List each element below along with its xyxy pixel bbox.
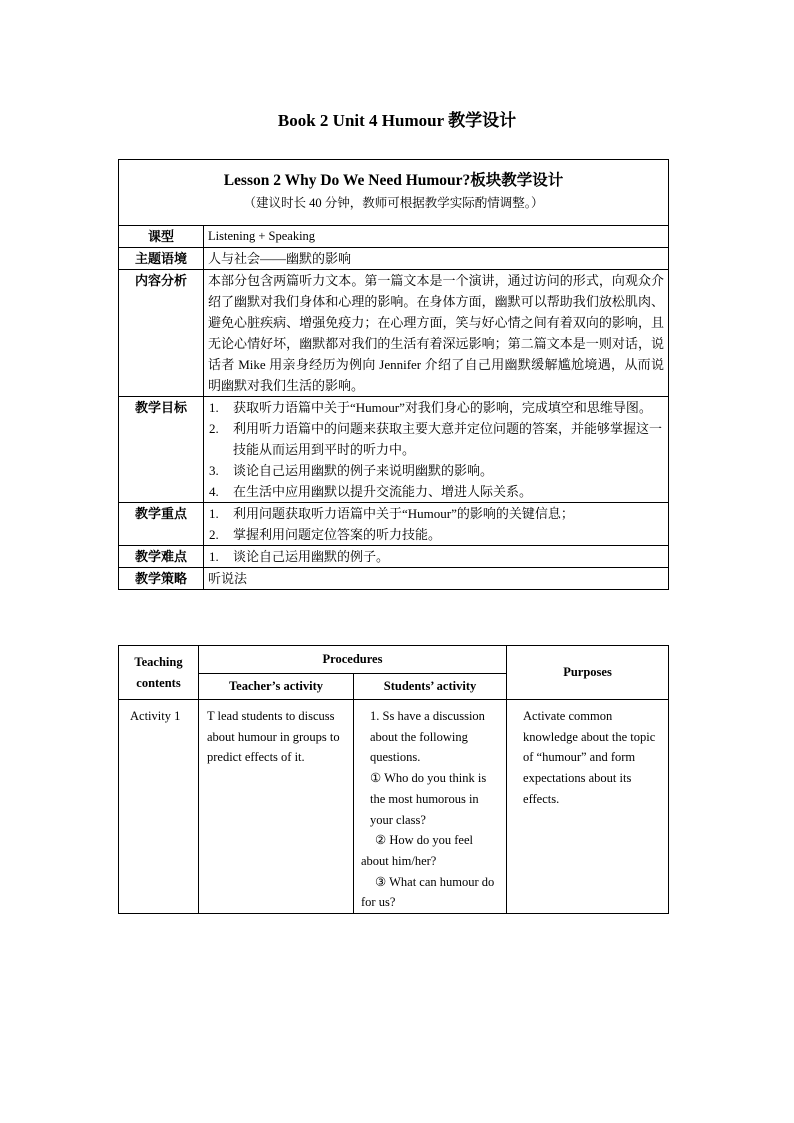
goal-number: 2.	[209, 421, 219, 436]
theme-value: 人与社会——幽默的影响	[204, 248, 669, 270]
difficult-point-number: 1.	[209, 549, 219, 564]
strategy-value: 听说法	[204, 568, 669, 590]
key-point-text: 掌握利用问题定位答案的听力技能。	[233, 527, 442, 542]
strategy-label: 教学策略	[119, 568, 204, 590]
difficult-points-label: 教学难点	[119, 546, 204, 568]
type-row	[119, 226, 669, 248]
students-activity-intro: 1. Ss have a discussion about the following questions.	[370, 709, 485, 765]
key-points-list	[208, 503, 664, 545]
key-point-number: 1.	[209, 506, 219, 521]
purposes-header: Purposes	[507, 646, 669, 700]
goal-text: 利用听力语篇中的问题来获取主要大意并定位问题的答案，并能够掌握这一技能从而运用到平时的听力中。	[233, 421, 663, 457]
difficult-point-item	[208, 546, 664, 567]
lesson-title: Lesson 2 Why Do We Need Humour?板块教学设计	[223, 172, 564, 189]
difficult-points-row	[119, 546, 669, 568]
teaching-contents-header	[119, 646, 199, 700]
goals-row	[119, 397, 669, 503]
content-analysis-label: 内容分析	[119, 270, 204, 397]
content-analysis-row	[119, 270, 669, 397]
key-point-number: 2.	[209, 527, 219, 542]
lesson-subtitle: （建议时长 40 分钟，教师可根据教学实际酌情调整。）	[243, 196, 544, 210]
key-points-cell	[204, 503, 669, 546]
goal-item	[208, 481, 664, 502]
type-label: 课型	[119, 226, 204, 248]
key-point-item	[208, 503, 664, 524]
key-points-row	[119, 503, 669, 546]
students-activity-cell	[354, 700, 507, 914]
goal-number: 1.	[209, 400, 219, 415]
key-point-text: 利用问题获取听力语篇中关于“Humour”的影响的关键信息；	[233, 506, 574, 521]
discussion-question: ① Who do you think is the most humorous in your class?	[370, 771, 487, 827]
teaching-contents-header-line: contents	[136, 675, 181, 690]
goal-text: 获取听力语篇中关于“Humour”对我们身心的影响，完成填空和思维导图。	[233, 400, 652, 415]
procedures-header-row	[119, 646, 669, 674]
goal-item	[208, 460, 664, 481]
activity-name: Activity 1	[119, 700, 199, 914]
goal-number: 4.	[209, 484, 219, 499]
key-points-label: 教学重点	[119, 503, 204, 546]
goal-text: 谈论自己运用幽默的例子来说明幽默的影响。	[233, 463, 494, 478]
teacher-activity-header: Teacher’s activity	[199, 674, 354, 700]
key-point-item	[208, 524, 664, 545]
teacher-activity-text: T lead students to discuss about humour in groups to predict effects of it.	[199, 700, 354, 914]
procedures-header: Procedures	[199, 646, 507, 674]
goals-cell	[204, 397, 669, 503]
difficult-point-text: 谈论自己运用幽默的例子。	[233, 549, 390, 564]
teaching-contents-header-line: Teaching	[134, 654, 183, 669]
goals-list	[208, 397, 664, 502]
lesson-plan-table	[118, 159, 669, 590]
difficult-points-cell	[204, 546, 669, 568]
type-value: Listening + Speaking	[204, 226, 669, 248]
difficult-points-list	[208, 546, 664, 567]
students-activity-header: Students’ activity	[354, 674, 507, 700]
document-title: Book 2 Unit 4 Humour 教学设计	[277, 111, 517, 130]
activity-row	[119, 700, 669, 914]
lesson-header-row	[119, 160, 669, 226]
goals-label: 教学目标	[119, 397, 204, 503]
discussion-question: ③ What can humour do for us?	[361, 874, 495, 910]
discussion-question: ② How do you feel about him/her?	[361, 833, 473, 868]
goal-number: 3.	[209, 463, 219, 478]
strategy-row	[119, 568, 669, 590]
content-analysis-text: 本部分包含两篇听力文本。第一篇文本是一个演讲，通过访问的形式，向观众介绍了幽默对我们身体和心理的影响。在身体方面，幽默可以帮助我们放松肌肉、避免心脏疾病、增强免疫力；在心理方面，笑与好心情之间有着双向的影响，且无论心情好坏，幽默都对我们的生活有着深远影响；第二篇文本是一则对话，说话者 Mike 用亲身经历为例向 Jennifer 介绍了自己用幽默缓解尴尬境遇，从而说明幽默对我们生活的影响。	[204, 270, 669, 397]
theme-row	[119, 248, 669, 270]
goal-item	[208, 397, 664, 418]
procedures-table	[118, 645, 669, 914]
goal-item	[208, 418, 664, 460]
purpose-text: Activate common knowledge about the topic of “humour” and form expectations about its effects.	[507, 700, 669, 914]
theme-label: 主题语境	[119, 248, 204, 270]
lesson-header-cell	[119, 160, 669, 226]
goal-text: 在生活中应用幽默以提升交流能力、增进人际关系。	[233, 484, 533, 499]
